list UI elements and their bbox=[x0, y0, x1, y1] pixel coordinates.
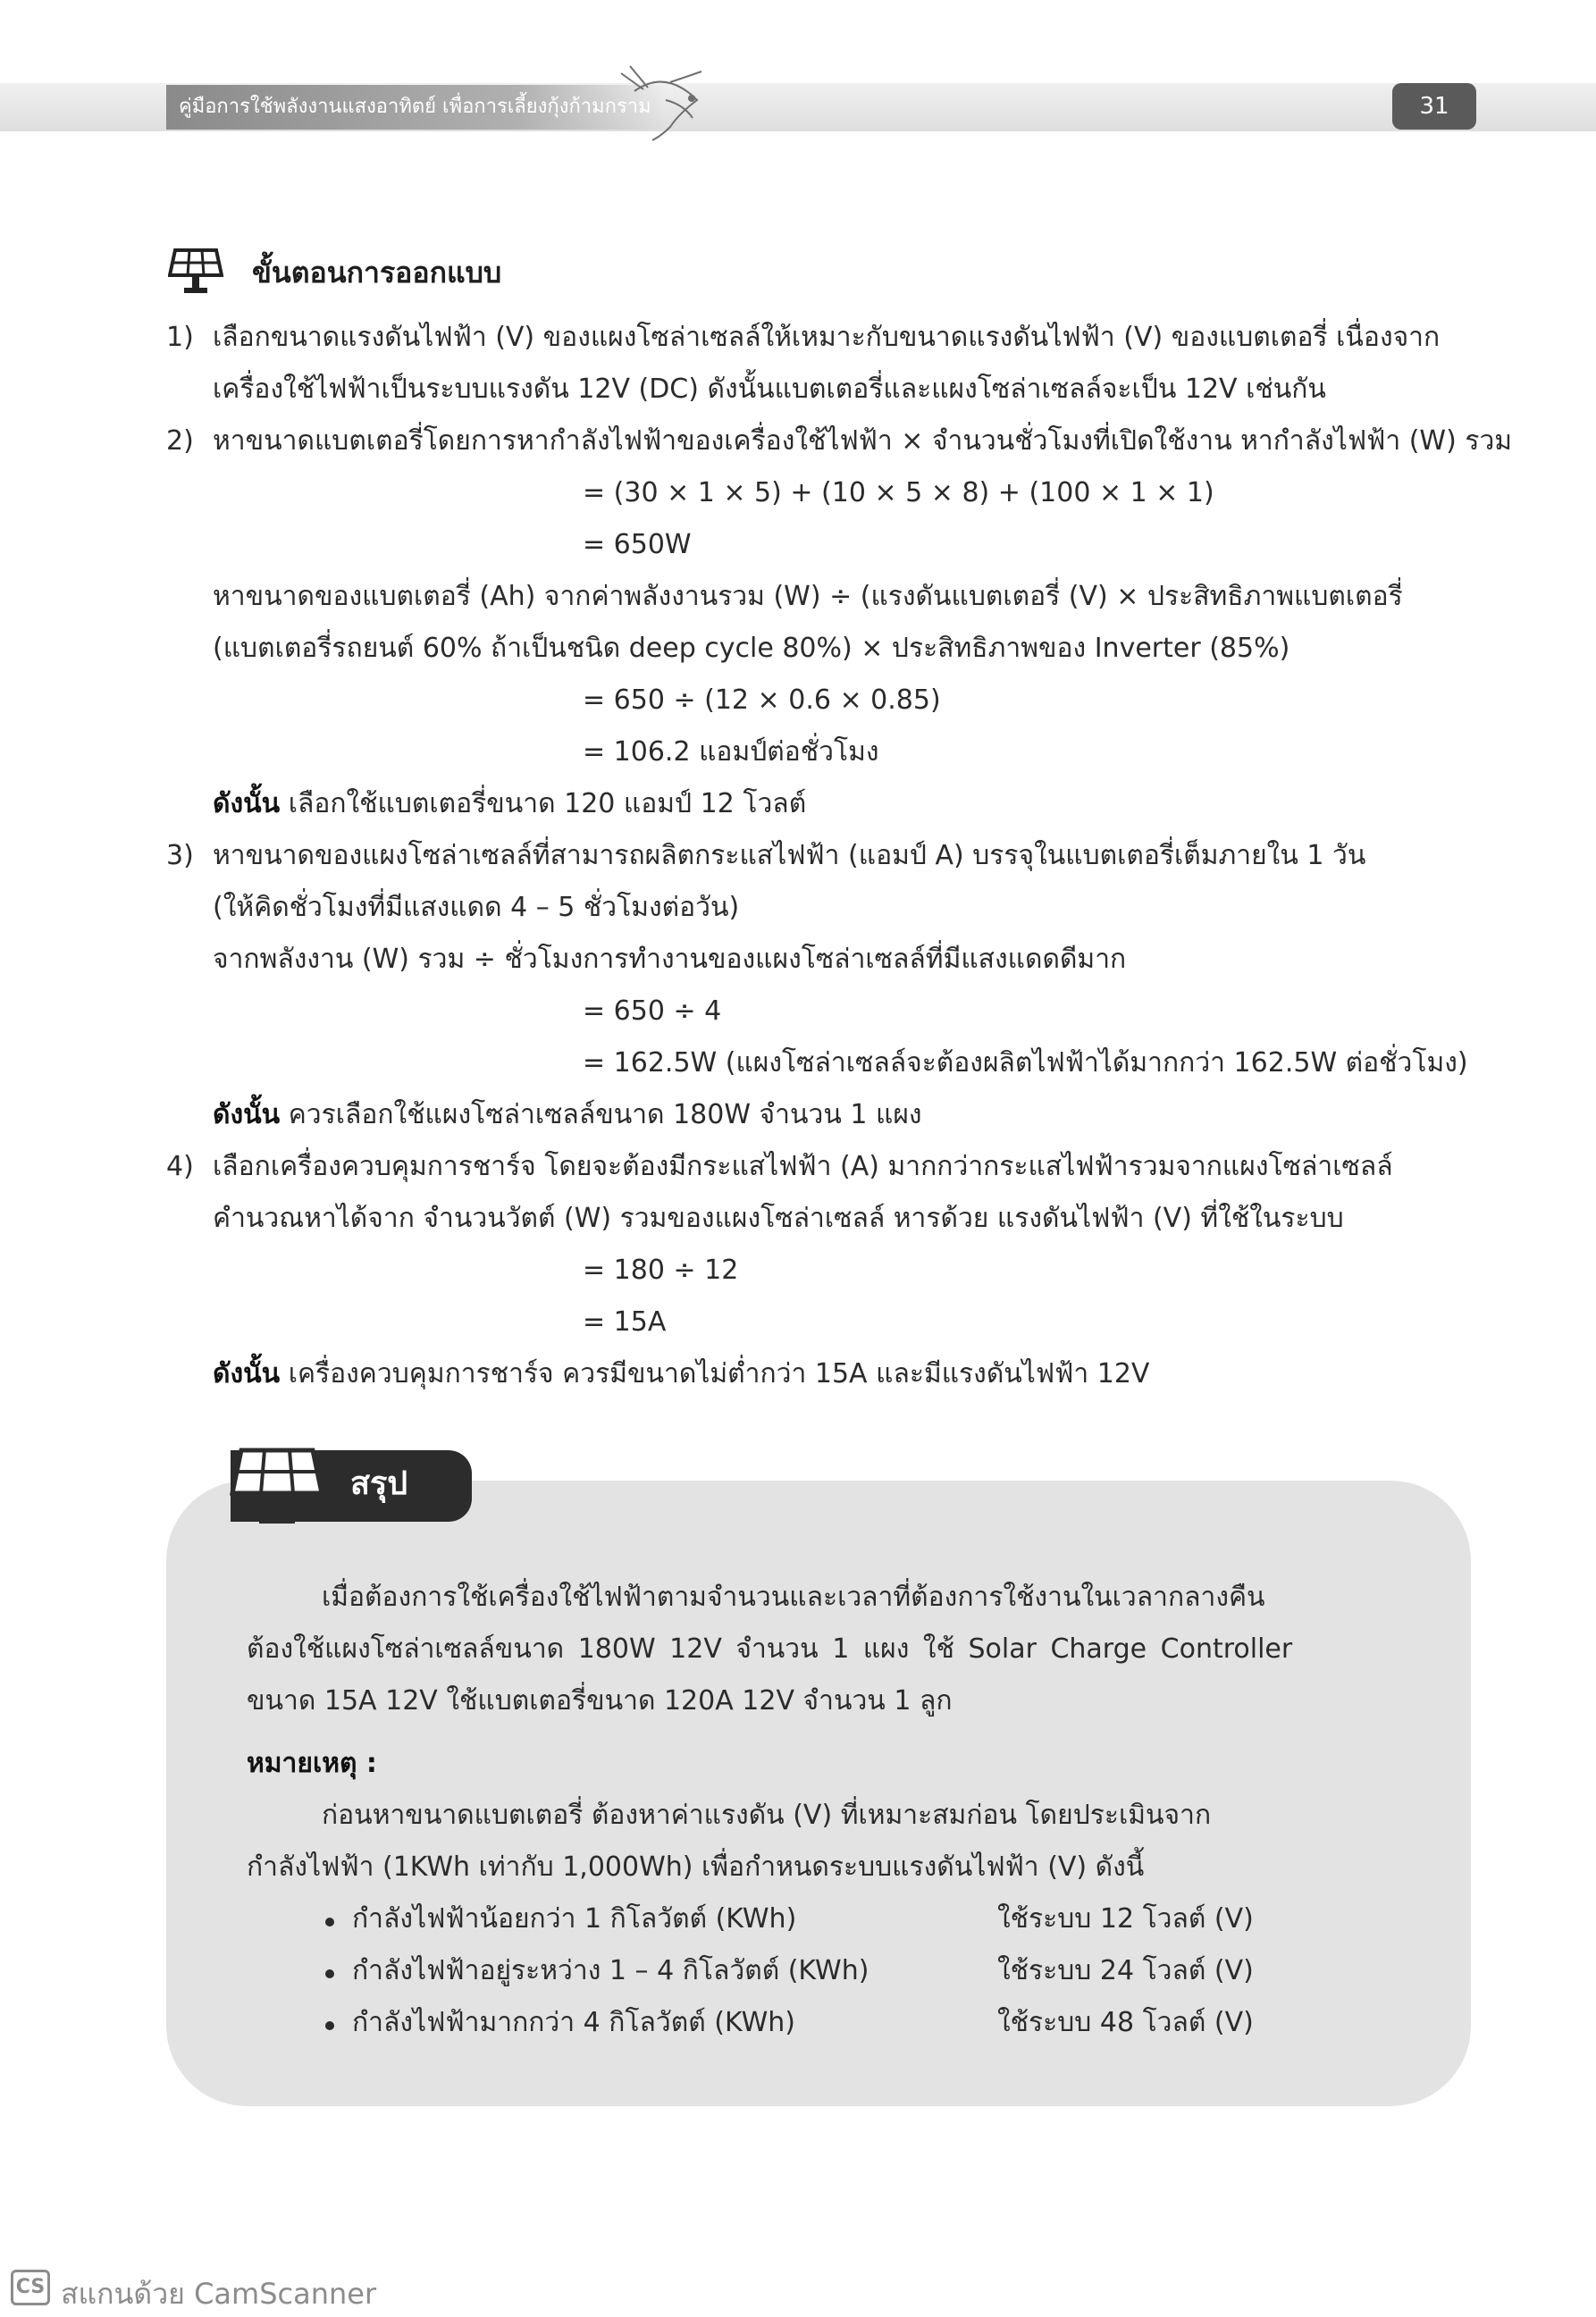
shrimp-icon bbox=[617, 64, 715, 145]
step-text: จากพลังงาน (W) รวม ÷ ชั่วโมงการทำงานของแผงโซล่าเซลล์ที่มีแสงแดดดีมาก bbox=[213, 944, 1127, 975]
step-text: หาขนาดแบตเตอรี่โดยการหากำลังไฟฟ้าของเครื่องใช้ไฟฟ้า × จำนวนชั่วโมงที่เปิดใช้งาน หากำลังไฟฟ้า (W) รวม bbox=[213, 425, 1513, 457]
step-text: เลือกขนาดแรงดันไฟฟ้า (V) ของแผงโซล่าเซลล์ให้เหมาะกับขนาดแรงดันไฟฟ้า (V) ของแบตเตอรี่ เนื่องจาก bbox=[213, 322, 1441, 353]
conclusion-label: ดังนั้น bbox=[213, 1099, 281, 1130]
footer-watermark: สแกนด้วย CamScanner bbox=[61, 2277, 377, 2311]
page-number: 31 bbox=[1392, 83, 1476, 130]
equation: = 106.2 แอมป์ต่อชั่วโมง bbox=[583, 736, 879, 768]
note-text: ก่อนหาขนาดแบตเตอรี่ ต้องหาค่าแรงดัน (V) ที่เหมาะสมก่อน โดยประเมินจาก bbox=[322, 1800, 1212, 1831]
conclusion-text: เครื่องควบคุมการชาร์จ ควรมีขนาดไม่ต่ำกว่า 15A และมีแรงดันไฟฟ้า 12V bbox=[280, 1358, 1150, 1389]
step-text: หาขนาดของแบตเตอรี่ (Ah) จากค่าพลังงานรวม (W) ÷ (แรงดันแบตเตอรี่ (V) × ประสิทธิภาพแบตเตอรี่ bbox=[213, 581, 1403, 612]
equation: = 650 ÷ (12 × 0.6 × 0.85) bbox=[583, 684, 941, 716]
bullet-right: ใช้ระบบ 12 โวลต์ (V) bbox=[997, 1903, 1254, 1935]
equation: = 650 ÷ 4 bbox=[583, 995, 722, 1027]
equation: = 650W bbox=[583, 529, 692, 560]
bullet-icon bbox=[325, 2021, 334, 2030]
conclusion-text: ควรเลือกใช้แผงโซล่าเซลล์ขนาด 180W จำนวน 1 แผง bbox=[280, 1099, 922, 1130]
equation: = 162.5W (แผงโซล่าเซลล์จะต้องผลิตไฟฟ้าได้มากกว่า 162.5W ต่อชั่วโมง) bbox=[583, 1047, 1468, 1079]
summary-text: ต้องใช้แผงโซล่าเซลล์ขนาด 180W 12V จำนวน 1 แผง ใช้ Solar Charge Controller bbox=[247, 1633, 1293, 1665]
bullet-left: กำลังไฟฟ้ามากกว่า 4 กิโลวัตต์ (KWh) bbox=[352, 2007, 795, 2038]
step-text: เครื่องใช้ไฟฟ้าเป็นระบบแรงดัน 12V (DC) ดังนั้นแบตเตอรี่และแผงโซล่าเซลล์จะเป็น 12V เช่นกัน bbox=[213, 374, 1326, 405]
conclusion bbox=[213, 786, 806, 822]
step-text: คำนวณหาได้จาก จำนวนวัตต์ (W) รวมของแผงโซล่าเซลล์ หารด้วย แรงดันไฟฟ้า (V) ที่ใช้ในระบบ bbox=[213, 1203, 1344, 1234]
conclusion-text: เลือกใช้แบตเตอรี่ขนาด 120 แอมป์ 12 โวลต์ bbox=[280, 788, 807, 819]
step-number: 2) bbox=[166, 425, 194, 457]
conclusion-label: ดังนั้น bbox=[213, 788, 281, 819]
camscanner-logo-icon: CS bbox=[11, 2270, 50, 2305]
bullet-left: กำลังไฟฟ้าน้อยกว่า 1 กิโลวัตต์ (KWh) bbox=[352, 1903, 797, 1935]
bullet-left: กำลังไฟฟ้าอยู่ระหว่าง 1 – 4 กิโลวัตต์ (KWh) bbox=[352, 1955, 869, 1986]
note-text: กำลังไฟฟ้า (1KWh เท่ากับ 1,000Wh) เพื่อกำหนดระบบแรงดันไฟฟ้า (V) ดังนี้ bbox=[247, 1851, 1145, 1883]
bullet-right: ใช้ระบบ 24 โวลต์ (V) bbox=[997, 1955, 1254, 1986]
step-text: เลือกเครื่องควบคุมการชาร์จ โดยจะต้องมีกระแสไฟฟ้า (A) มากกว่ากระแสไฟฟ้ารวมจากแผงโซล่าเซลล์ bbox=[213, 1151, 1393, 1182]
header-title: คู่มือการใช้พลังงานแสงอาทิตย์ เพื่อการเลี้ยงกุ้งก้ามกราม bbox=[166, 85, 667, 130]
step-number: 1) bbox=[166, 322, 194, 353]
solar-panel-icon bbox=[229, 1445, 325, 1527]
summary-text: เมื่อต้องการใช้เครื่องใช้ไฟฟ้าตามจำนวนและเวลาที่ต้องการใช้งานในเวลากลางคืน bbox=[322, 1582, 1265, 1613]
bullet-icon bbox=[325, 1969, 334, 1978]
step-text: (ให้คิดชั่วโมงที่มีแสงแดด 4 – 5 ชั่วโมงต่อวัน) bbox=[213, 892, 740, 923]
equation: = 15A bbox=[583, 1306, 667, 1338]
conclusion bbox=[213, 1356, 1149, 1392]
section-title: ขั้นตอนการออกแบบ bbox=[252, 256, 502, 290]
step-text: (แบตเตอรี่รถยนต์ 60% ถ้าเป็นชนิด deep cycle 80%) × ประสิทธิภาพของ Inverter (85%) bbox=[213, 633, 1290, 664]
conclusion-label: ดังนั้น bbox=[213, 1358, 281, 1389]
step-number: 3) bbox=[166, 840, 194, 871]
equation: = (30 × 1 × 5) + (10 × 5 × 8) + (100 × 1 × 1) bbox=[583, 477, 1214, 508]
step-number: 4) bbox=[166, 1151, 194, 1182]
equation: = 180 ÷ 12 bbox=[583, 1255, 739, 1286]
note-title: หมายเหตุ : bbox=[247, 1748, 377, 1779]
summary-text: ขนาด 15A 12V ใช้แบตเตอรี่ขนาด 120A 12V จำนวน 1 ลูก bbox=[247, 1685, 953, 1717]
conclusion bbox=[213, 1097, 922, 1133]
bullet-icon bbox=[325, 1918, 334, 1927]
summary-label: สรุป bbox=[350, 1465, 408, 1502]
step-text: หาขนาดของแผงโซล่าเซลล์ที่สามารถผลิตกระแสไฟฟ้า (แอมป์ A) บรรจุในแบตเตอรี่เต็มภายใน 1 วัน bbox=[213, 840, 1366, 871]
solar-panel-icon bbox=[168, 247, 223, 295]
bullet-right: ใช้ระบบ 48 โวลต์ (V) bbox=[997, 2007, 1254, 2038]
